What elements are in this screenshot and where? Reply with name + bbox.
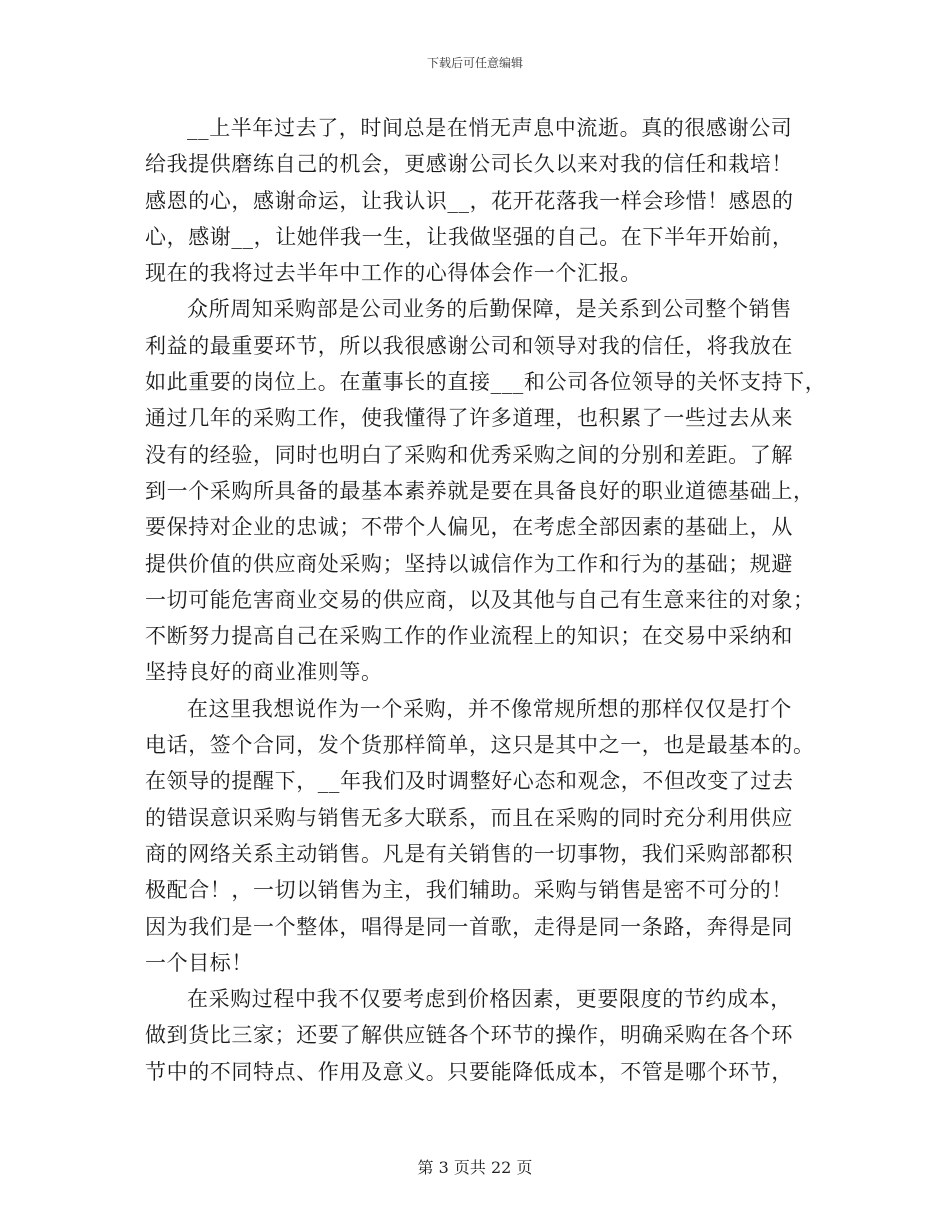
text-line: 不断努力提高自己在采购工作的作业流程上的知识；在交易中采纳和: [145, 624, 793, 649]
text-line: 要保持对企业的忠诚；不带个人偏见，在考虑全部因素的基础上，从: [145, 515, 793, 540]
text-line: 因为我们是一个整体，唱得是同一首歌，走得是同一条路，奔得是同: [145, 914, 793, 939]
text-line: 众所周知采购部是公司业务的后勤保障，是关系到公司整个销售: [187, 297, 792, 322]
text-line: 感恩的心，感谢命运，让我认识__，花开花落我一样会珍惜！感恩的: [145, 188, 794, 213]
text-line: 电话，签个合同，发个货那样简单，这只是其中之一，也是最基本的。: [145, 733, 815, 758]
text-line: 在采购过程中我不仅要考虑到价格因素，更要限度的节约成本，: [187, 987, 792, 1012]
text-line: 给我提供磨练自己的机会，更感谢公司长久以来对我的信任和栽培！: [145, 152, 793, 177]
text-line: 在领导的提醒下，__年我们及时调整好心态和观念，不但改变了过去: [145, 769, 794, 794]
document-body: [145, 110, 827, 1090]
page-number: 第 3 页共 22 页: [417, 1158, 533, 1177]
text-line: 到一个采购所具备的最基本素养就是要在具备良好的职业道德基础上，: [145, 478, 815, 503]
paragraph-1: [145, 110, 817, 291]
text-line: 一个目标！: [145, 950, 253, 975]
text-line: 一切可能危害商业交易的供应商，以及其他与自己有生意来往的对象；: [145, 587, 815, 612]
text-line: 心，感谢__，让她伴我一生，让我做坚强的自己。在下半年开始前，: [145, 224, 794, 249]
paragraph-2: [145, 291, 827, 690]
text-line: 商的网络关系主动销售。凡是有关销售的一切事物，我们采购部都积: [145, 841, 793, 866]
text-line: 的错误意识采购与销售无多大联系，而且在采购的同时充分利用供应: [145, 805, 793, 830]
text-line: 提供价值的供应商处采购；坚持以诚信作为工作和行为的基础；规避: [145, 551, 793, 576]
text-line: 如此重要的岗位上。在董事长的直接___和公司各位领导的关怀支持下，: [145, 370, 827, 395]
text-line: 做到货比三家；还要了解供应链各个环节的操作，明确采购在各个环: [145, 1023, 793, 1048]
text-line: 没有的经验，同时也明白了采购和优秀采购之间的分别和差距。了解: [145, 442, 793, 467]
text-line: 坚持良好的商业准则等。: [145, 660, 383, 685]
page-header: 下载后可任意编辑: [426, 56, 523, 70]
text-line: 通过几年的采购工作，使我懂得了许多道理，也积累了一些过去从来: [145, 406, 793, 431]
text-line: __上半年过去了，时间总是在悄无声息中流逝。真的很感谢公司: [187, 116, 793, 140]
text-line: 极配合！，一切以销售为主，我们辅助。采购与销售是密不可分的！: [145, 878, 793, 903]
text-line: 现在的我将过去半年中工作的心得体会作一个汇报。: [145, 261, 642, 286]
paragraph-3: [145, 691, 817, 981]
text-line: 在这里我想说作为一个采购，并不像常规所想的那样仅仅是打个: [187, 696, 792, 721]
text-line: 节中的不同特点、作用及意义。只要能降低成本，不管是哪个环节，: [145, 1059, 793, 1084]
text-line: 利益的最重要环节，所以我很感谢公司和领导对我的信任，将我放在: [145, 333, 793, 358]
paragraph-4: [145, 981, 817, 1090]
